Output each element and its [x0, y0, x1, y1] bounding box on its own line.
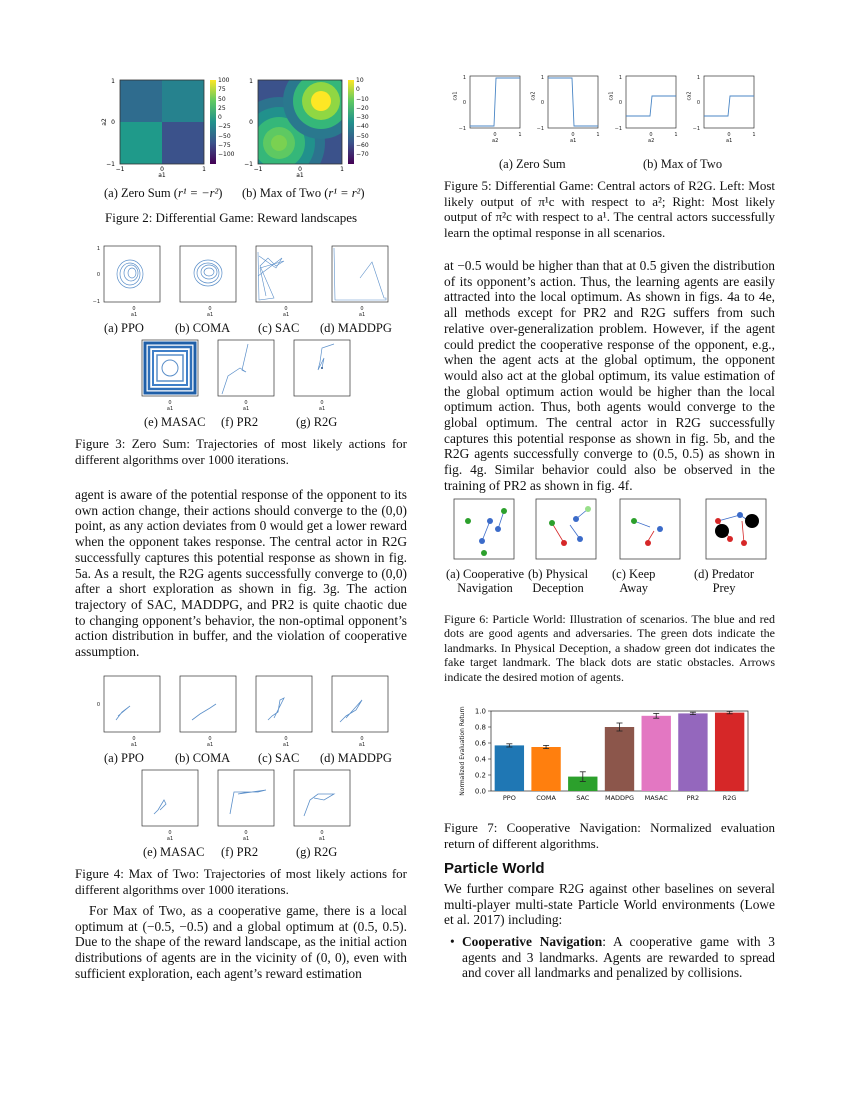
svg-text:0: 0 [320, 400, 324, 406]
fig2b-subcaption: (b) Max of Two (r¹ = r²) [242, 186, 365, 200]
fig3c-plot [256, 246, 312, 302]
fig2a-colorbar-ticks: 100 75 50 25 0 −25 −50 −75 −100 [218, 77, 235, 159]
fig3g-subcaption: (g) R2G [296, 415, 338, 429]
svg-text:−1: −1 [253, 166, 263, 173]
fig4g-subcaption: (g) R2G [296, 845, 338, 859]
svg-text:a1: a1 [130, 742, 138, 748]
fig3a-plot [104, 246, 160, 302]
fig4f-subcaption: (f) PR2 [221, 845, 259, 859]
fig5a-subcaption: (a) Zero Sum [499, 157, 566, 171]
fig5-ylabel-1: ca1 [452, 91, 459, 101]
svg-text:a1: a1 [242, 406, 250, 412]
svg-text:−1: −1 [115, 166, 125, 173]
x-tick-label: PR2 [686, 794, 700, 802]
fig2a-subcaption: (a) Zero Sum (r¹ = −r²) [104, 186, 223, 200]
svg-text:a1: a1 [242, 836, 250, 842]
svg-text:0: 0 [168, 400, 172, 406]
fig6-caption: Figure 6: Particle World: Illustration of scenarios. The blue and red dots are good agents and adversaries. The green dots indicate the landmarks. In Physical Deception, a shadow green dot indicates the fake target landmark. The black dots are static obstacles. Arrows indicate the desired motion of agents. [444, 612, 775, 684]
svg-text:0: 0 [244, 400, 248, 406]
svg-text:0: 0 [111, 119, 115, 126]
x-tick-label: SAC [576, 794, 590, 802]
fig3f-plot [218, 340, 274, 396]
fig5-ylabel-4: ca2 [686, 91, 693, 101]
fig4-caption: Figure 4: Max of Two: Trajectories of most likely actions for different algorithms over 1000 iterations. [75, 866, 407, 897]
fig4f-plot [218, 770, 274, 826]
bar-pr2 [678, 713, 707, 791]
fig5-ylabel-2: ca2 [530, 91, 537, 101]
x-tick-label: PPO [502, 794, 516, 802]
fig3g-plot [294, 340, 350, 396]
svg-text:0: 0 [649, 132, 653, 138]
svg-text:0: 0 [244, 830, 248, 836]
y-axis-label: Normalized Evaluation Return [459, 706, 466, 796]
svg-text:1: 1 [596, 132, 600, 138]
svg-text:−1: −1 [536, 126, 544, 132]
svg-text:0: 0 [618, 100, 622, 106]
bullet-text: : A cooperative game with 3 agents and 3 landmarks. Agents are rewarded to spread and cover all landmarks and penalized by collisions. [462, 934, 775, 981]
svg-text:−1: −1 [692, 126, 700, 132]
fig4a-subcaption: (a) PPO [104, 751, 144, 765]
y-tick-label: 0.8 [474, 723, 486, 732]
svg-text:a1: a1 [206, 742, 214, 748]
fig6-scenarios [444, 495, 784, 565]
fig3d-subcaption: (d) MADDPG [320, 321, 392, 335]
svg-text:0: 0 [298, 166, 302, 173]
fig4g-plot [294, 770, 350, 826]
bar-masac [642, 716, 671, 791]
y-tick-label: 0.2 [474, 771, 486, 780]
fig4b-plot [180, 676, 236, 732]
svg-text:0: 0 [360, 306, 364, 312]
fig5-xlabel-3: a2 [648, 138, 655, 144]
svg-text:a1: a1 [358, 312, 366, 318]
svg-text:0: 0 [727, 132, 731, 138]
svg-text:0: 0 [96, 702, 100, 708]
fig3b-subcaption: (b) COMA [175, 321, 231, 335]
fig2b-colorbar-ticks: 10 0 −10 −20 −30 −40 −50 −60 −70 [356, 77, 369, 159]
svg-text:−1: −1 [106, 161, 115, 168]
svg-text:0: 0 [208, 736, 212, 742]
svg-text:0: 0 [462, 100, 466, 106]
svg-text:0: 0 [360, 736, 364, 742]
svg-text:0: 0 [493, 132, 497, 138]
svg-text:0: 0 [132, 736, 136, 742]
fig4b-subcaption: (b) COMA [175, 751, 231, 765]
fig4c-plot [256, 676, 312, 732]
left-paragraph-2: For Max of Two, as a cooperative game, there is a local optimum at (−0.5, −0.5) and a global optimum at (0.5, 0.5). Due to the shape of the reward landscape, as the initial action distributions of agents are in the vicinity of (0, 0), even with sufficient exploration, each agent’s reward estimation [75, 903, 407, 981]
svg-text:0: 0 [571, 132, 575, 138]
left-paragraph-1: agent is aware of the potential response of the opponent to its own action change, their actions should converge to the (0,0) point, as any action deviates from 0 would get a lower reward when the opponent takes response. The central actor in R2G successfully captures this potential response as shown in fig. 5a. As a result, the R2G agents successfully converge to (0,0) after a short exploration as shown in fig. 3g. The action trajectory of SAC, MADDPG, and PR2 is quite chaotic due to changing opponent’s behavior, the non-optimal opponent’s action distribution in buffer, and the violation of cooperative assumption. [75, 487, 407, 660]
svg-text:a1: a1 [206, 312, 214, 318]
fig6a-subcaption: (a) Cooperative Navigation [446, 567, 525, 595]
fig2-caption: Figure 2: Differential Game: Reward landscapes [105, 210, 358, 225]
y-tick-label: 0.6 [474, 739, 486, 748]
fig6c-subcaption: (c) Keep Away [612, 567, 656, 595]
svg-text:0: 0 [320, 830, 324, 836]
svg-text:1: 1 [96, 246, 100, 252]
right-paragraph-2: We further compare R2G against other baselines on several multi-player multi-state Particle World environments (Lowe et al. 2017) including: [444, 881, 775, 928]
svg-text:a1: a1 [358, 742, 366, 748]
fig3f-subcaption: (f) PR2 [221, 415, 259, 429]
fig4d-subcaption: (d) MADDPG [320, 751, 392, 765]
svg-text:1: 1 [674, 132, 678, 138]
svg-text:a1: a1 [130, 312, 138, 318]
svg-text:0: 0 [160, 166, 164, 173]
fig5-caption: Figure 5: Differential Game: Central actors of R2G. Left: Most likely output of π¹c with respect to a²; Right: Most likely output of π²c with respect to a¹. The central actors successfully learn the optimal response in all scenarios. [444, 178, 775, 241]
fig7-caption: Figure 7: Cooperative Navigation: Normalized evaluation return of different algorithms. [444, 820, 775, 851]
right-paragraph-1: at −0.5 would be higher than that at 0.5 given the distribution of its opponent’s action. Thus, the learning agents are easily attracted into the local optimum. As shown in figs. 4a to 4e, all methods except for PR2 and R2G suffers from such relative over-generalization problem. However, if the agent could predict the cooperative response of the opponent, e.g., when the agent acts at the global optimum, the opponent would also act at the global optimum, its value estimation of the global optimum action would be higher than the local optimum action. Thus, both agents would converge to the global optimum. The central actor in R2G successfully captures this potential response as shown in fig. 5b, and the R2G agents successfully converge to (0.5, 0.5) as shown in fig. 4g. Similar behavior could also be observed in the training of PR2 as shown in fig. 4f. [444, 258, 775, 493]
fig4c-subcaption: (c) SAC [258, 751, 300, 765]
fig5-plot-2 [548, 76, 598, 128]
svg-text:−1: −1 [92, 299, 100, 305]
x-tick-label: R2G [722, 794, 737, 802]
x-tick-label: MADDPG [604, 794, 635, 802]
section-title: Particle World [444, 860, 545, 877]
fig5b-subcaption: (b) Max of Two [643, 157, 723, 171]
svg-text:1: 1 [540, 75, 544, 81]
svg-text:a1: a1 [296, 172, 304, 179]
svg-text:a1: a1 [158, 172, 166, 179]
svg-text:a1: a1 [166, 836, 174, 842]
fig4a-plot [104, 676, 160, 732]
fig6d-subcaption: (d) Predator Prey [694, 567, 755, 595]
svg-text:0: 0 [208, 306, 212, 312]
svg-text:1: 1 [111, 78, 115, 85]
fig6a-scenario [454, 499, 514, 559]
svg-text:1: 1 [249, 78, 253, 85]
svg-text:0: 0 [132, 306, 136, 312]
svg-text:−1: −1 [458, 126, 466, 132]
fig3e-subcaption: (e) MASAC [144, 415, 206, 429]
svg-text:0: 0 [540, 100, 544, 106]
x-tick-label: MASAC [644, 794, 668, 802]
svg-text:1: 1 [518, 132, 522, 138]
svg-text:0: 0 [284, 306, 288, 312]
fig5-plot-4 [704, 76, 754, 128]
bar-coma [531, 747, 560, 791]
svg-text:1: 1 [202, 166, 206, 173]
x-tick-label: COMA [536, 794, 556, 802]
svg-text:a1: a1 [318, 836, 326, 842]
fig4e-subcaption: (e) MASAC [143, 845, 205, 859]
svg-text:1: 1 [752, 132, 756, 138]
svg-text:0: 0 [168, 830, 172, 836]
svg-text:a1: a1 [282, 312, 290, 318]
fig6b-subcaption: (b) Physical Deception [528, 567, 589, 595]
fig3c-subcaption: (c) SAC [258, 321, 300, 335]
svg-text:a1: a1 [282, 742, 290, 748]
svg-text:a1: a1 [166, 406, 174, 412]
fig6b-scenario [536, 499, 596, 559]
fig5-xlabel-4: a1 [726, 138, 733, 144]
svg-text:a2: a2 [101, 118, 108, 126]
fig4d-plot [332, 676, 388, 732]
svg-text:1: 1 [462, 75, 466, 81]
fig7-bar-chart [455, 705, 760, 810]
fig3b-plot [180, 246, 236, 302]
fig3d-plot [332, 246, 388, 302]
svg-text:0: 0 [696, 100, 700, 106]
bullet-marker: • [450, 934, 455, 949]
fig3-caption: Figure 3: Zero Sum: Trajectories of most likely actions for different algorithms over 1000 iterations. [75, 436, 407, 467]
fig4e-plot [142, 770, 198, 826]
bar-r2g [715, 713, 744, 791]
svg-text:0: 0 [284, 736, 288, 742]
fig6d-scenario [706, 499, 766, 559]
svg-text:1: 1 [696, 75, 700, 81]
bullet-item [448, 934, 775, 981]
fig5-plot-3 [626, 76, 676, 128]
svg-text:−1: −1 [244, 161, 253, 168]
fig3e-plot [142, 340, 198, 396]
fig5-xlabel-2: a1 [570, 138, 577, 144]
svg-text:a1: a1 [318, 406, 326, 412]
svg-text:1: 1 [340, 166, 344, 173]
bar-maddpg [605, 727, 634, 791]
fig5-plot-1 [470, 76, 520, 128]
svg-text:0: 0 [96, 272, 100, 278]
svg-text:0: 0 [249, 119, 253, 126]
bar-ppo [495, 745, 524, 791]
y-tick-label: 0.4 [474, 755, 486, 764]
fig5-xlabel-1: a2 [492, 138, 499, 144]
svg-text:1: 1 [618, 75, 622, 81]
bullet-term: Cooperative Navigation [462, 934, 603, 949]
y-tick-label: 1.0 [474, 707, 486, 716]
fig6c-scenario [620, 499, 680, 559]
fig5-ylabel-3: ca1 [608, 91, 615, 101]
fig3a-subcaption: (a) PPO [104, 321, 144, 335]
y-tick-label: 0.0 [474, 787, 486, 796]
svg-text:−1: −1 [614, 126, 622, 132]
